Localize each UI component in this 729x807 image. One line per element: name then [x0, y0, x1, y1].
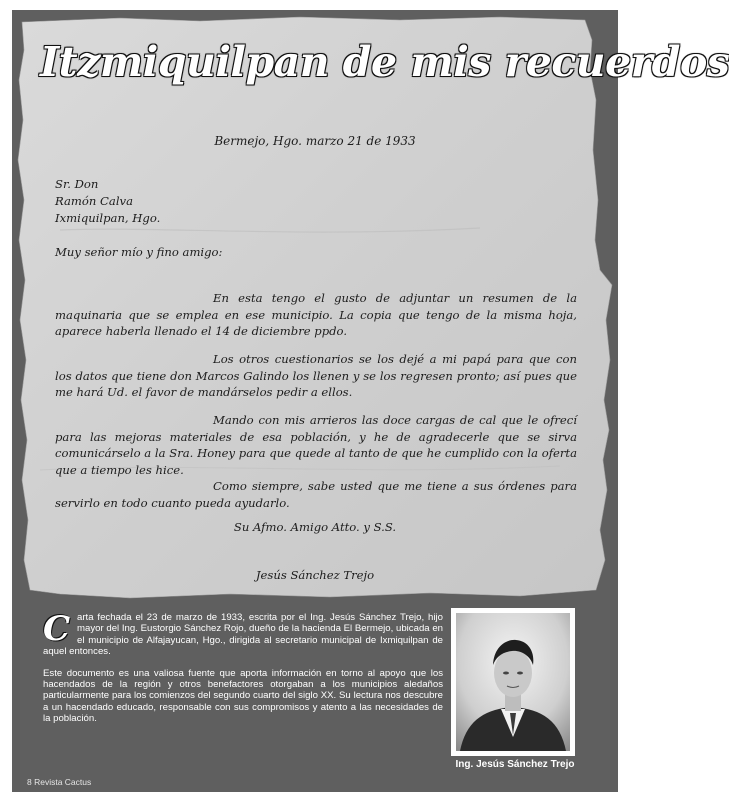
letter-signature: Jesús Sánchez Trejo [255, 568, 375, 582]
caption-paragraph: Este documento es una valiosa fuente que aporta información en torno al apoyo que los hacendados de la región y otros benefactores otorgaban a los municipios aledaños particularmente para los comienzos del segundo cuarto del siglo XX. Su lectura nos descubre a un hacendado educado, responsable con sus compromisos y atento a las necesidades de la población. [43, 667, 443, 725]
letter-salutation: Muy señor mío y fino amigo: [55, 245, 223, 259]
portrait-frame [451, 608, 575, 756]
caption-text [43, 609, 443, 735]
letter-paragraph-text: Mando con mis arrieros las doce cargas de cal que le ofrecí para las mejoras materiales de esa población, y he de agradecerle que se sirva comunicárselo a la Sra. Honey para que quede al tanto de que he cumplido con la oferta que a tiempo les hice. [55, 413, 577, 477]
letter-paragraph-text: Como siempre, sabe usted que me tiene a sus órdenes para servirlo en todo cuanto pueda ayudarlo. [55, 479, 577, 510]
page-title: Itzmiquilpan de mis recuerdos [40, 38, 729, 86]
letter-paragraph-text: Los otros cuestionarios se los dejé a mi papá para que con los datos que tiene don Marcos Galindo los llenen y se los regresen pronto; así pues que me hará Ud. el favor de mandárselos pedir a ellos. [55, 352, 577, 399]
letter-dateline: Bermejo, Hgo. marzo 21 de 1933 [214, 134, 416, 148]
address-line: Ramón Calva [55, 194, 133, 208]
letter-address [55, 176, 160, 227]
address-line: Sr. Don [55, 177, 99, 191]
letter-paragraph [55, 351, 577, 401]
drop-cap: C [43, 609, 71, 649]
letter-closing: Su Afmo. Amigo Atto. y S.S. [233, 520, 397, 534]
portrait-photo [456, 613, 570, 751]
portrait-caption: Ing. Jesús Sánchez Trejo [455, 759, 575, 770]
letter-paragraph [55, 412, 577, 478]
letter-paragraph [55, 290, 577, 340]
letter-paragraph [55, 478, 577, 511]
address-line: Ixmiquilpan, Hgo. [55, 211, 161, 225]
page-folio: 8 Revista Cactus [27, 777, 92, 787]
caption-paragraph: arta fechada el 23 de marzo de 1933, escrita por el Ing. Jesús Sánchez Trejo, hijo mayor del Ing. Eustorgio Sánchez Rojo, dueño de la hacienda El Bermejo, ubicada en el municipio de Alfajayucan, Hgo., dirigida al secretario municipal de Ixmiquilpan de aquel entonces. [43, 612, 443, 658]
letter-paragraph-text: En esta tengo el gusto de adjuntar un resumen de la maquinaria que se emplea en ese municipio. La copia que tengo de la misma hoja, aparece haberla llenado el 14 de diciembre ppdo. [55, 291, 577, 338]
